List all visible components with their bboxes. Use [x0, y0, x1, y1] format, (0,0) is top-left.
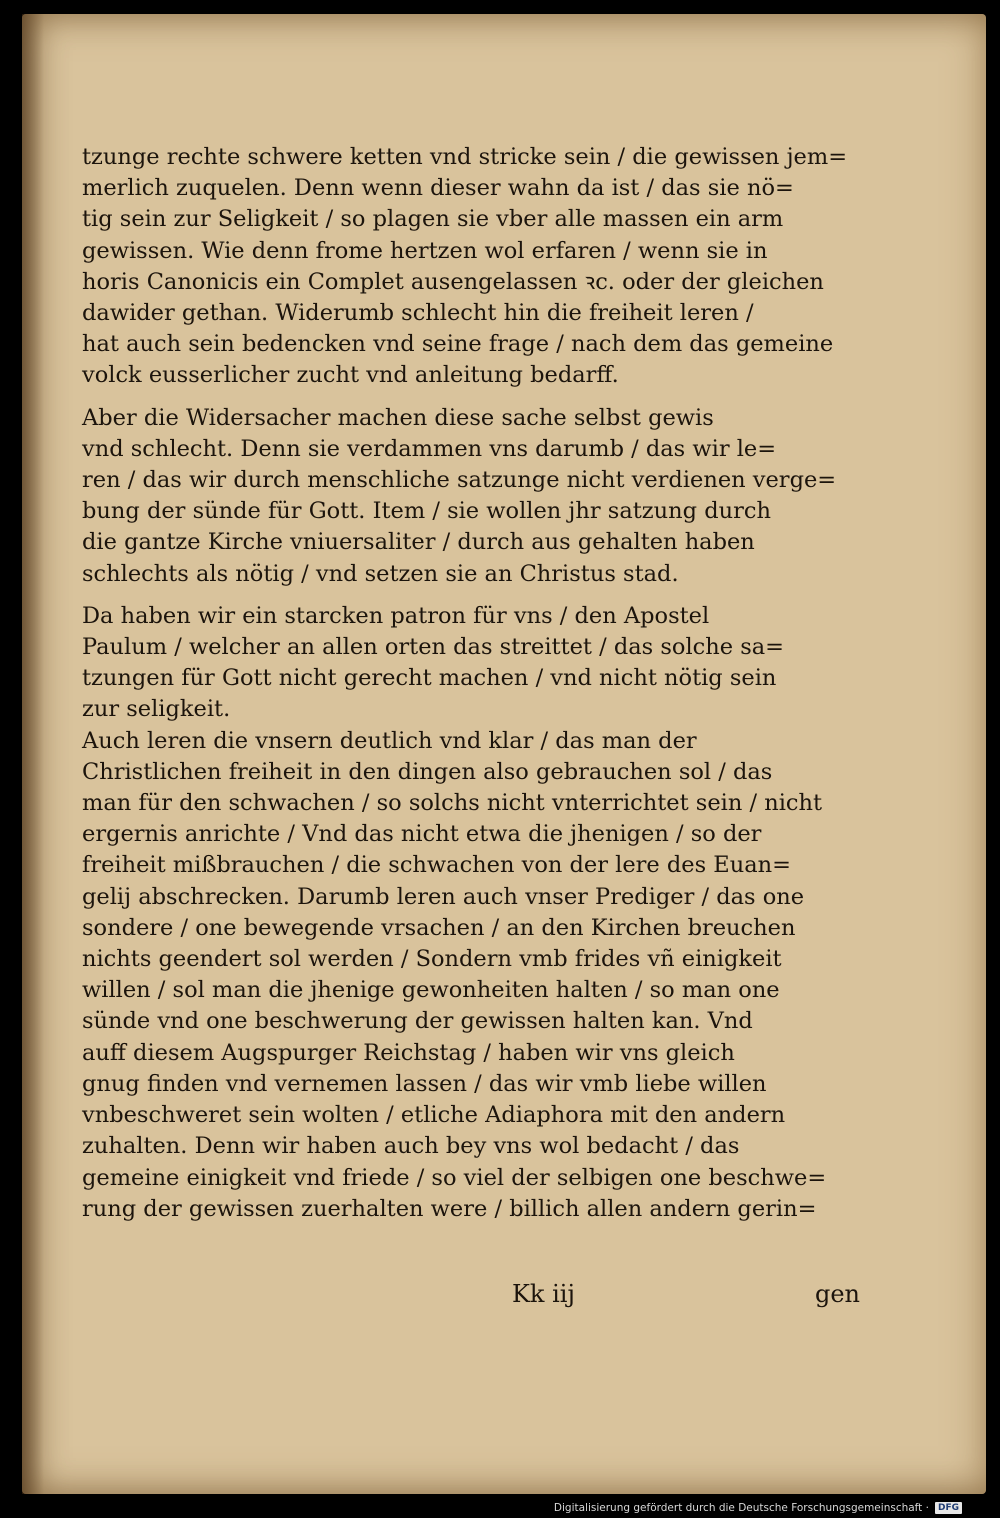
paragraph-1: tzunge rechte schwere ketten vnd stricke sein / die gewissen jem= merlich zuquelen. Denn wenn dieser wahn da ist / das sie nö= tig sein zur Seligkeit / so plagen sie vber alle massen ein arm gewissen. Wie denn frome hertzen wol erfaren / wenn sie in horis Canonicis ein Complet ausengelassen ꝛc. oder der gleichen dawider gethan. Widerumb schlecht hin die freiheit leren / hat auch sein bedencken vnd seine frage / nach dem das gemeine volck eusserlicher zucht vnd anleitung bedarff.	[82, 144, 848, 389]
paragraph-4: Auch leren die vnsern deutlich vnd klar / das man der Christlichen freiheit in den dingen also gebrauchen sol / das man für den schwachen / so solchs nicht vnterrichtet sein / nicht ergernis anrichte / Vnd das nicht etwa die jhenigen / so der freiheit mißbrauchen / die schwachen von der lere des Euan= gelij abschrecken. Darumb leren auch vnser Prediger / das one sondere / one bewegende vrsachen / an den Kirchen breuchen nichts geendert sol werden / Sondern vmb frides vñ einigkeit willen / sol man die jhenige gewonheiten halten / so man one sünde vnd one beschwerung der gewissen halten kan. Vnd auff diesem Augspurger Reichstag / haben wir vns gleich gnug finden vnd vernemen lassen / das wir vmb liebe willen vnbeschweret sein wolten / etliche Adiaphora mit den andern zuhalten. Denn wir haben auch bey vns wol bedacht / das gemeine einigkeit vnd friede / so viel der selbigen one beschwe= rung der gewissen zuerhalten were / billich allen andern gerin=	[82, 727, 827, 1222]
dfg-logo-icon: DFG	[935, 1502, 962, 1514]
scanned-page	[22, 14, 986, 1494]
text-block	[82, 142, 852, 1236]
page-footer	[82, 1280, 860, 1314]
paragraph-3: Da haben wir ein starcken patron für vns / den Apostel Paulum / welcher an allen orten das streittet / das solche sa= tzungen für Gott nicht gerecht machen / vnd nicht nötig sein zur seligkeit.	[82, 602, 785, 723]
credit-text: Digitalisierung gefördert durch die Deutsche Forschungsgemeinschaft ·	[553, 1502, 929, 1514]
catchword: gen	[814, 1280, 860, 1308]
paragraph-2: Aber die Widersacher machen diese sache selbst gewis vnd schlecht. Denn sie verdammen vns darumb / das wir le= ren / das wir durch menschliche satzunge nicht verdienen verge= bung der sünde für Gott. Item / sie wollen jhr satzung durch die gantze Kirche vniuersaliter / durch aus gehalten haben schlechts als nötig / vnd setzen sie an Christus stad.	[82, 404, 837, 587]
signature-mark: Kk iij	[512, 1280, 575, 1308]
digitization-credit	[554, 1502, 962, 1514]
